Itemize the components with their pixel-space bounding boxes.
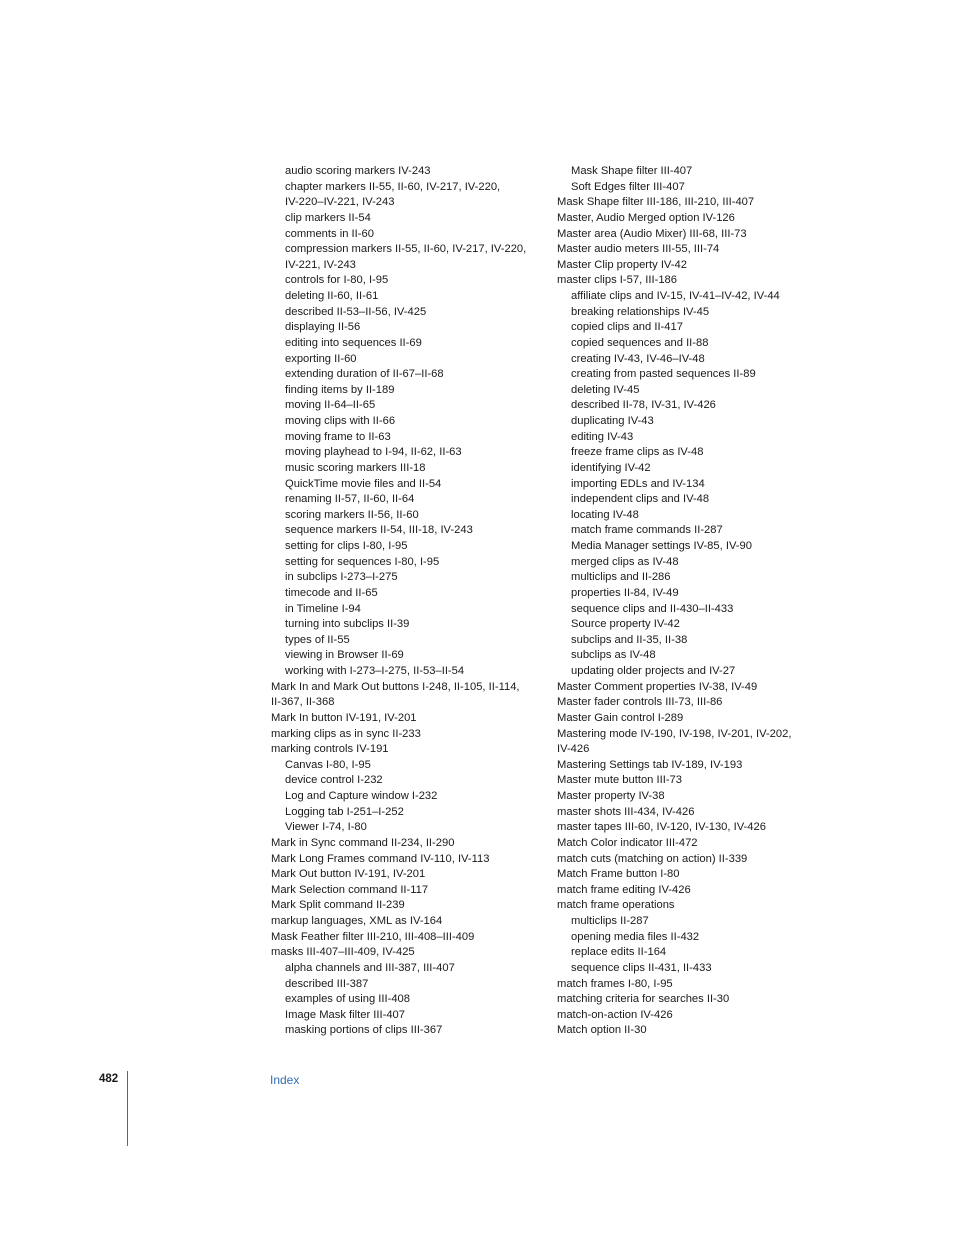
index-entry: matching criteria for searches II-30 [557,993,730,1006]
index-subentry: setting for clips I-80, I-95 [285,540,408,552]
index-subentry: subclips as IV-48 [571,649,656,662]
index-subentry: examples of using III-408 [285,993,410,1006]
index-subentry: Media Manager settings IV-85, IV-90 [571,540,752,552]
index-entry: Mark In and Mark Out buttons I-248, II-105, II-114, [271,680,520,693]
index-entry: Master Comment properties IV-38, IV-49 [557,680,758,693]
index-subentry: Source property IV-42 [571,618,680,631]
index-subentry: scoring markers II-56, II-60 [285,508,419,521]
index-subentry: sequence markers II-54, III-18, IV-243 [285,524,473,537]
index-entry: Master fader controls III-73, III-86 [557,696,723,709]
index-entry: masks III-407–III-409, IV-425 [271,946,415,959]
index-subentry: comments in II-60 [285,227,374,240]
index-entry: match frame operations [557,899,675,912]
index-column-left [271,164,541,1039]
index-subentry: match frame commands II-287 [571,524,723,537]
page-number: 482 [99,1073,119,1085]
index-subentry: creating IV-43, IV-46–IV-48 [571,352,705,365]
index-subentry: freeze frame clips as IV-48 [571,446,704,459]
index-subentry: sequence clips II-431, II-433 [571,961,712,974]
index-subentry: renaming II-57, II-60, II-64 [285,493,415,506]
index-subentry: timecode and II-65 [285,586,378,599]
index-entry: match cuts (matching on action) II-339 [557,852,748,865]
index-subentry: deleting II-60, II-61 [285,290,379,302]
index-entry: Mask Feather filter III-210, III-408–III-409 [271,930,475,943]
index-subentry: multiclips and II-286 [571,571,671,584]
index-subentry: subclips and II-35, II-38 [571,633,688,646]
index-subentry: locating IV-48 [571,508,639,521]
index-column-right [557,164,807,1039]
index-subentry: copied clips and II-417 [571,321,683,334]
index-subentry: QuickTime movie files and II-54 [285,477,442,490]
index-subentry: device control I-232 [285,774,383,787]
index-subentry: Canvas I-80, I-95 [285,758,371,771]
index-entry: Mark Out button IV-191, IV-201 [271,868,426,881]
index-entry: match frames I-80, I-95 [557,977,673,990]
index-subentry: multiclips II-287 [571,915,649,927]
index-entry: Master Clip property IV-42 [557,258,687,271]
index-subentry: Mask Shape filter III-407 [571,165,693,177]
index-entry: Mark In button IV-191, IV-201 [271,711,417,724]
index-subentry: exporting II-60 [285,352,357,365]
index-subentry: IV-220–IV-221, IV-243 [285,196,395,209]
index-subentry: independent clips and IV-48 [571,493,710,506]
index-subentry: finding items by II-189 [285,383,395,396]
index-subentry: chapter markers II-55, II-60, IV-217, IV-220, [285,180,501,193]
index-entry: IV-426 [557,743,590,756]
index-entry: Match Frame button I-80 [557,868,680,881]
index-entry: master tapes III-60, IV-120, IV-130, IV-426 [557,821,766,834]
index-subentry: editing IV-43 [571,430,634,443]
index-subentry: displaying II-56 [285,321,361,334]
index-subentry: copied sequences and II-88 [571,336,709,349]
index-subentry: compression markers II-55, II-60, IV-217, IV-220, [285,243,527,256]
index-subentry: moving frame to II-63 [285,430,391,443]
index-entry: Mark in Sync command II-234, II-290 [271,836,455,849]
index-subentry: extending duration of II-67–II-68 [285,368,444,381]
index-subentry: clip markers II-54 [285,211,371,224]
index-subentry: described III-387 [285,977,369,990]
index-subentry: controls for I-80, I-95 [285,274,389,287]
index-subentry: duplicating IV-43 [571,415,654,427]
index-subentry: Log and Capture window I-232 [285,790,438,802]
index-subentry: in subclips I-273–I-275 [285,571,398,584]
index-entry: Mastering Settings tab IV-189, IV-193 [557,758,743,771]
section-title: Index [270,1073,300,1087]
index-entry: markup languages, XML as IV-164 [271,915,443,927]
index-subentry: opening media files II-432 [571,930,700,943]
index-entry: Master, Audio Merged option IV-126 [557,211,735,224]
index-entry: Master property IV-38 [557,790,665,802]
index-entry: match frame editing IV-426 [557,883,691,896]
index-subentry: viewing in Browser II-69 [285,649,404,662]
index-subentry: working with I-273–I-275, II-53–II-54 [285,665,465,677]
index-subentry: alpha channels and III-387, III-407 [285,961,455,974]
index-subentry: breaking relationships IV-45 [571,305,710,318]
index-subentry: replace edits II-164 [571,946,667,959]
index-entry: master shots III-434, IV-426 [557,805,695,818]
index-entry: Mark Long Frames command IV-110, IV-113 [271,852,490,865]
index-subentry: updating older projects and IV-27 [571,665,736,677]
index-subentry: moving playhead to I-94, II-62, II-63 [285,446,462,459]
index-entry: Master area (Audio Mixer) III-68, III-73 [557,227,747,240]
index-subentry: in Timeline I-94 [285,602,361,615]
index-entry: Mark Selection command II-117 [271,883,429,896]
index-subentry: types of II-55 [285,633,350,646]
index-subentry: affiliate clips and IV-15, IV-41–IV-42, IV-44 [571,290,780,302]
index-subentry: deleting IV-45 [571,383,640,396]
index-subentry: editing into sequences II-69 [285,336,422,349]
index-subentry: Soft Edges filter III-407 [571,180,685,193]
index-subentry: properties II-84, IV-49 [571,586,679,599]
footer-divider [127,1071,128,1146]
index-subentry: audio scoring markers IV-243 [285,165,431,177]
index-entry: Mastering mode IV-190, IV-198, IV-201, IV-202, [557,727,792,740]
index-subentry: setting for sequences I-80, I-95 [285,555,440,568]
index-subentry: masking portions of clips III-367 [285,1024,443,1037]
index-subentry: moving II-64–II-65 [285,399,376,412]
index-entry: II-367, II-368 [271,696,335,709]
index-subentry: turning into subclips II-39 [285,618,410,631]
index-subentry: described II-78, IV-31, IV-426 [571,399,716,412]
index-entry: Mask Shape filter III-186, III-210, III-407 [557,196,755,209]
index-entry: Mark Split command II-239 [271,899,405,912]
index-subentry: Logging tab I-251–I-252 [285,805,404,818]
index-entry: match-on-action IV-426 [557,1008,673,1021]
index-entry: Master Gain control I-289 [557,711,684,724]
index-subentry: IV-221, IV-243 [285,258,356,271]
index-subentry: creating from pasted sequences II-89 [571,368,756,381]
index-subentry: described II-53–II-56, IV-425 [285,305,427,318]
index-entry: marking clips as in sync II-233 [271,727,421,740]
index-subentry: music scoring markers III-18 [285,461,426,474]
index-subentry: Viewer I-74, I-80 [285,821,367,834]
index-subentry: Image Mask filter III-407 [285,1008,405,1021]
index-entry: Match option II-30 [557,1024,647,1037]
index-subentry: importing EDLs and IV-134 [571,477,705,490]
index-subentry: identifying IV-42 [571,461,651,474]
index-subentry: merged clips as IV-48 [571,555,679,568]
index-subentry: sequence clips and II-430–II-433 [571,602,734,615]
index-entry: Master mute button III-73 [557,774,682,787]
index-entry: Master audio meters III-55, III-74 [557,243,720,256]
index-entry: marking controls IV-191 [271,743,389,756]
index-entry: Match Color indicator III-472 [557,836,698,849]
index-entry: master clips I-57, III-186 [557,274,677,287]
index-subentry: moving clips with II-66 [285,415,396,427]
